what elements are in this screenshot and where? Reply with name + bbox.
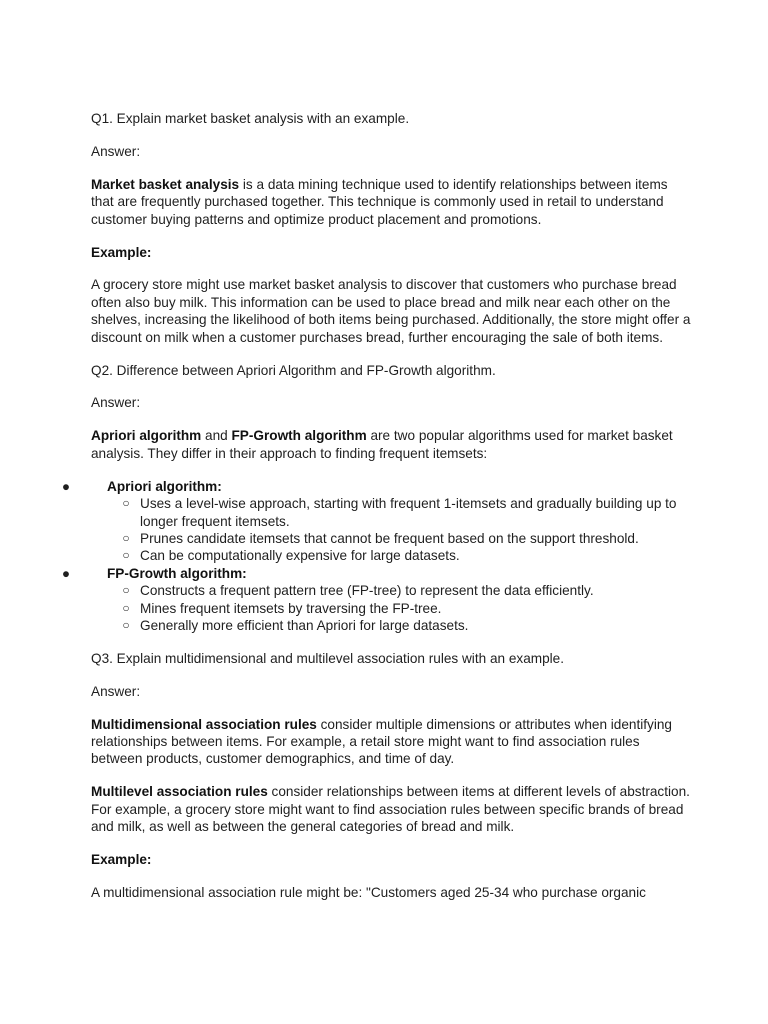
circle-bullet-icon: ○ [122, 617, 130, 632]
apriori-point-text: Can be computationally expensive for large datasets. [140, 548, 460, 564]
q1-definition-text: is a data mining technique used to identify relationships between items that are frequently purchased together. This technique is commonly used in retail to understand customer buying patterns and optimize product placement and promotions. [91, 176, 668, 227]
list-item-apriori [61, 478, 691, 565]
bullet-icon: ● [61, 565, 71, 581]
q2-intro-and: and [201, 428, 232, 444]
q1-example-label [91, 244, 691, 261]
document-body [61, 110, 691, 917]
list-item-fpgrowth [61, 565, 691, 635]
q3-multidimensional [91, 716, 691, 768]
list-item [124, 600, 691, 617]
q1-definition [91, 176, 691, 228]
fpgrowth-title: FP-Growth algorithm: [107, 565, 247, 581]
circle-bullet-icon: ○ [122, 583, 130, 598]
fpgrowth-point-text: Mines frequent itemsets by traversing the FP-tree. [140, 600, 442, 616]
circle-bullet-icon: ○ [122, 600, 130, 615]
q3-multilevel-term: Multilevel association rules [91, 784, 268, 800]
q3-example-label [91, 851, 691, 868]
q1-example-heading: Example: [91, 244, 152, 260]
q3-multilevel-text: consider relationships between items at different levels of abstraction. For example, a grocery store might want to find association rules between specific brands of bread and milk, as well as between the general categories of bread and milk. [91, 784, 690, 835]
q3-multidimensional-text: consider multiple dimensions or attributes when identifying relationships between items. For example, a retail store might want to find association rules between products, customer demographics, and time of day. [91, 716, 672, 767]
list-item [124, 617, 691, 634]
apriori-title: Apriori algorithm: [107, 478, 222, 494]
circle-bullet-icon: ○ [122, 530, 130, 545]
q1-answer-label: Answer: [91, 143, 141, 159]
list-item [124, 530, 691, 547]
q2-answer-label: Answer: [91, 395, 141, 411]
q3-multidimensional-term: Multidimensional association rules [91, 716, 317, 732]
q2-intro-term-fpgrowth: FP-Growth algorithm [231, 428, 367, 444]
bullet-icon: ● [61, 478, 71, 494]
fpgrowth-point-text: Generally more efficient than Apriori for large datasets. [140, 617, 469, 633]
q3-example-text: A multidimensional association rule might be: "Customers aged 25-34 who purchase organic [91, 885, 646, 900]
q2-intro-text: are two popular algorithms used for market basket analysis. They differ in their approach to finding frequent itemsets: [91, 428, 673, 461]
fpgrowth-point-text: Constructs a frequent pattern tree (FP-tree) to represent the data efficiently. [140, 583, 594, 599]
q1-question: Q1. Explain market basket analysis with an example. [91, 111, 410, 126]
circle-bullet-icon: ○ [122, 548, 130, 563]
q2-question: Q2. Difference between Apriori Algorithm and FP-Growth algorithm. [91, 362, 496, 378]
q3-multilevel [91, 783, 691, 835]
q1-example-text: A grocery store might use market basket analysis to discover that customers who purchase bread often also buy milk. This information can be used to place bread and milk near each other on the shelves, increasing the likelihood of both items being purchased. Additionally, the store might offer a discount on milk when a customer purchases bread, further encouraging the sale of both items. [91, 277, 691, 345]
q3-example-heading: Example: [91, 852, 152, 868]
q2-intro [91, 427, 691, 462]
list-item [124, 582, 691, 599]
q2-comparison-list [61, 478, 691, 635]
list-item [124, 547, 691, 564]
q1-definition-term: Market basket analysis [91, 176, 240, 192]
q3-answer-label: Answer: [91, 683, 141, 699]
apriori-point-text: Uses a level-wise approach, starting with frequent 1-itemsets and gradually building up to longer frequent itemsets. [140, 496, 677, 529]
circle-bullet-icon: ○ [122, 496, 130, 511]
fpgrowth-points [107, 582, 691, 634]
apriori-point-text: Prunes candidate itemsets that cannot be frequent based on the support threshold. [140, 530, 639, 546]
apriori-points [107, 495, 691, 565]
q2-intro-term-apriori: Apriori algorithm [91, 428, 202, 444]
q3-question: Q3. Explain multidimensional and multilevel association rules with an example. [91, 650, 564, 666]
list-item [124, 495, 691, 530]
